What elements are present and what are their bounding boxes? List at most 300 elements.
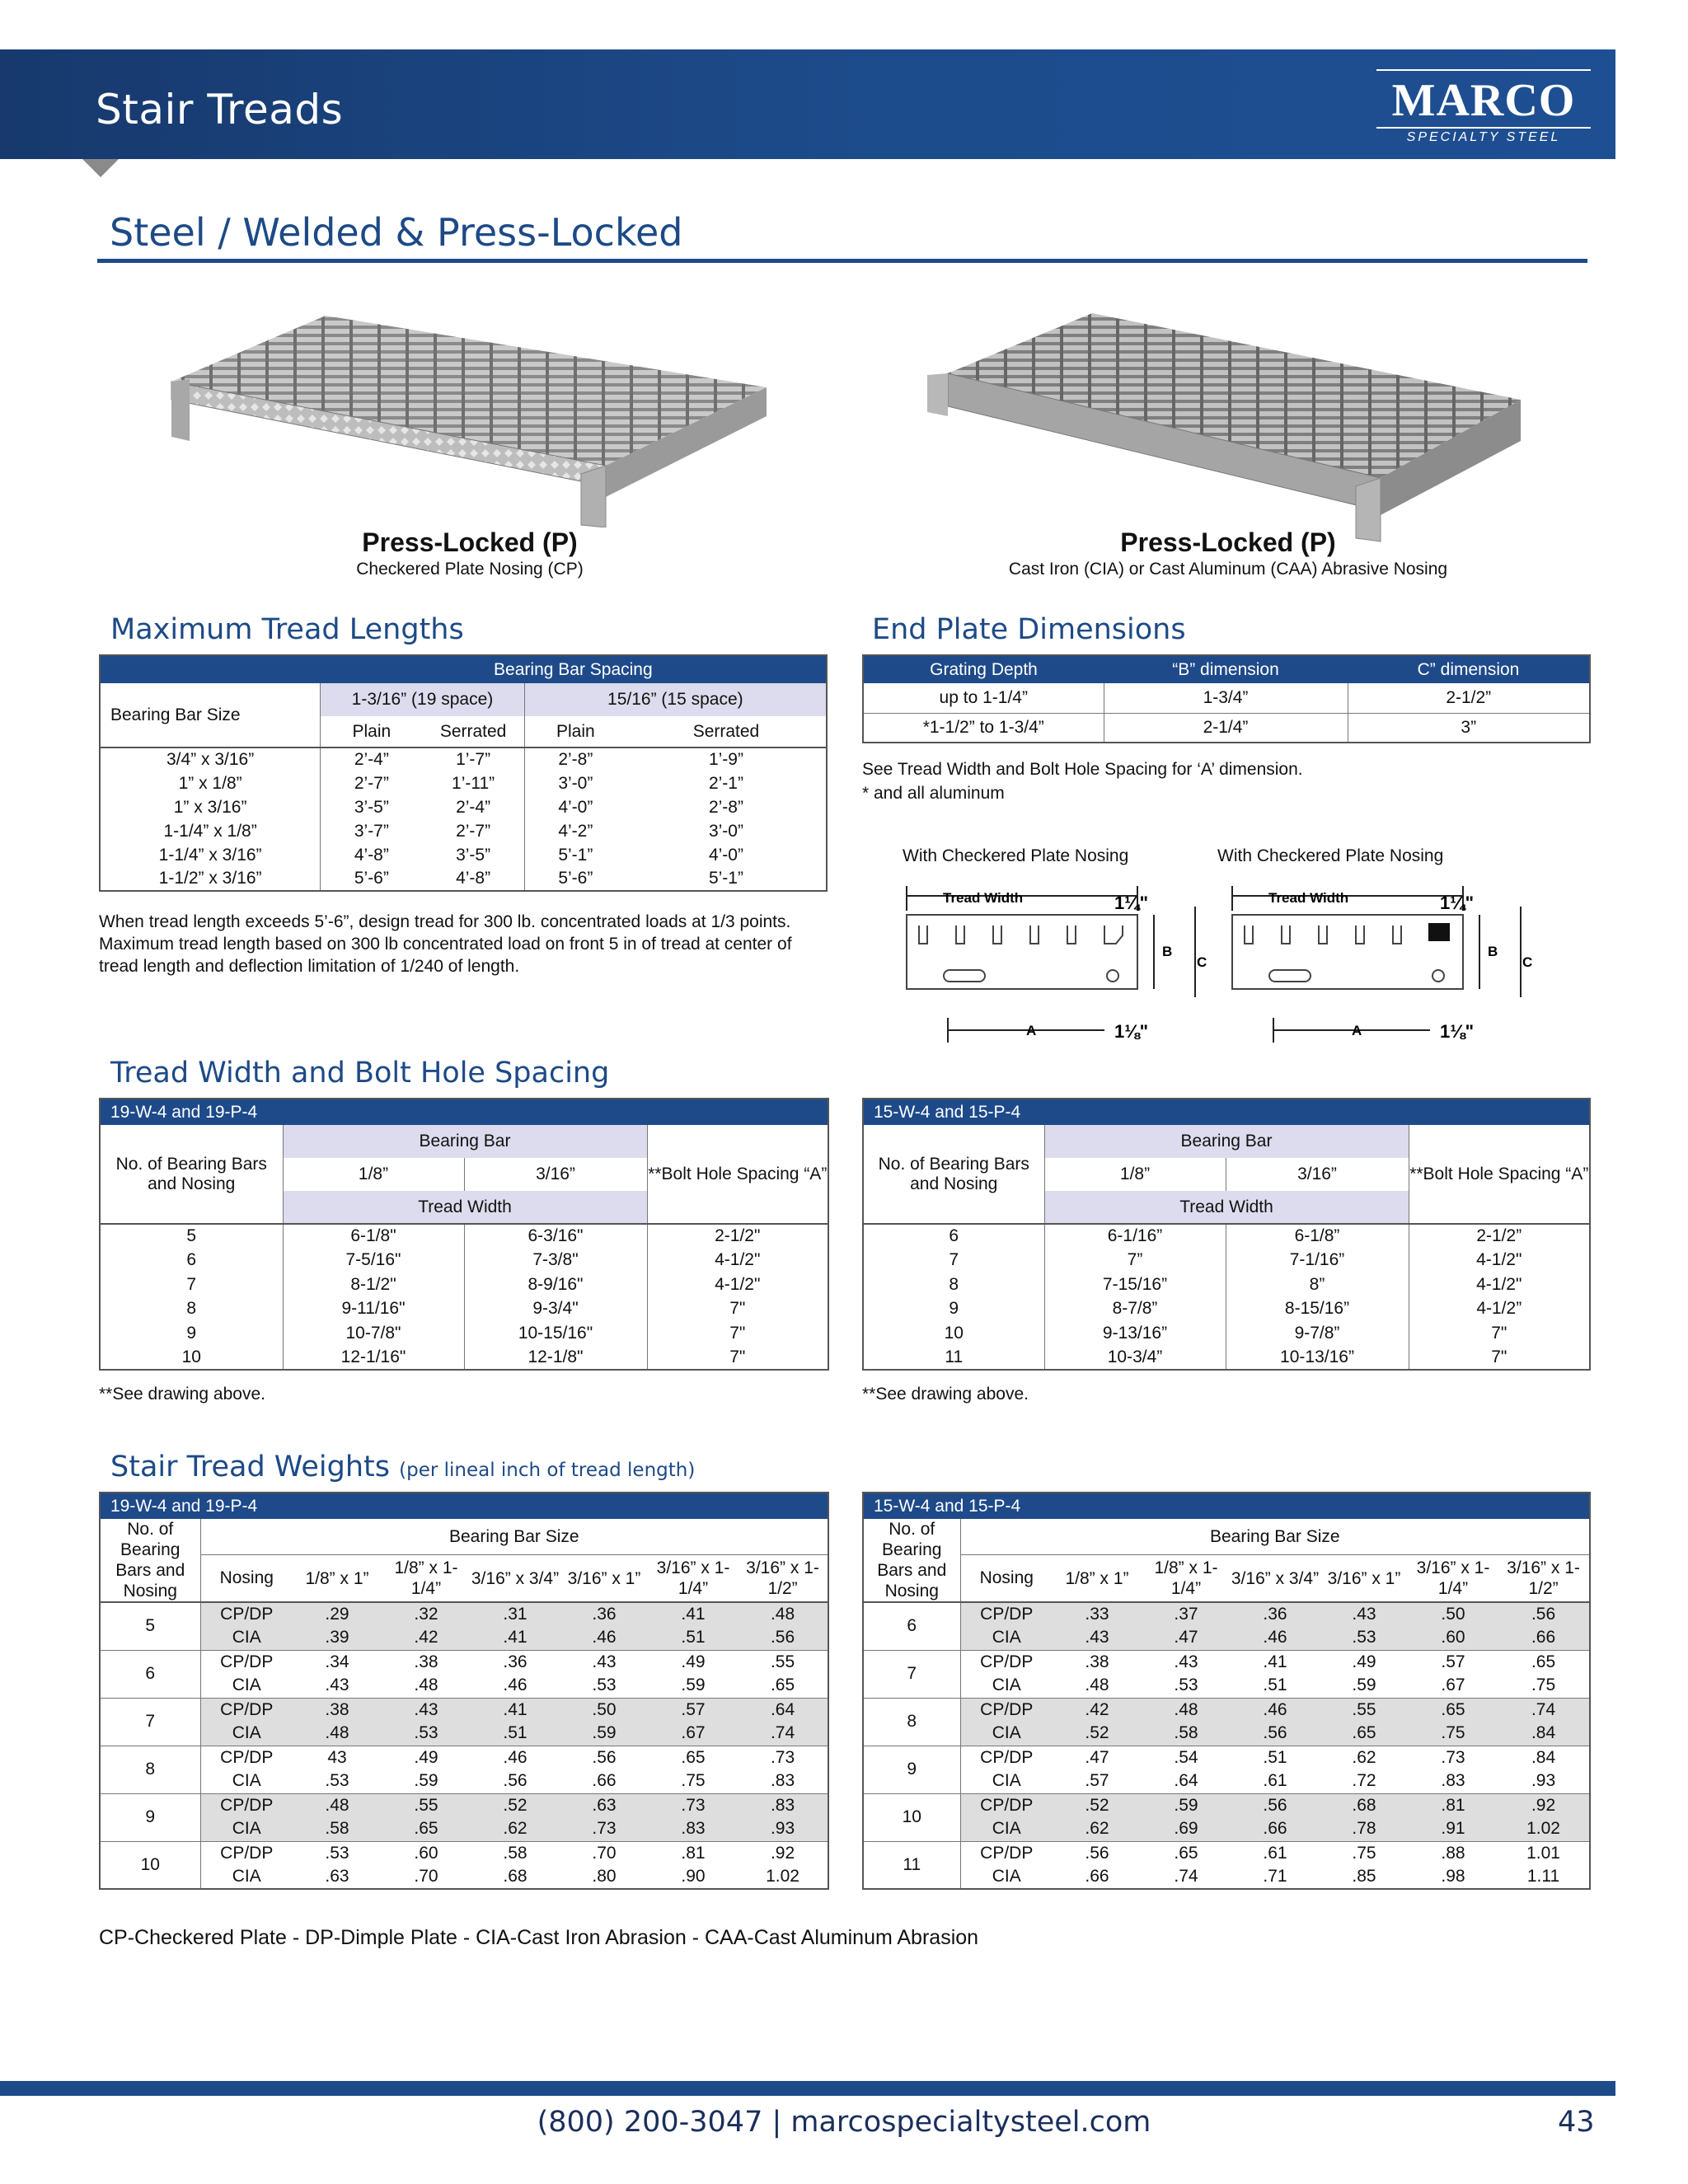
cell: .53 (592, 1675, 617, 1695)
cell: 1-3/4” (1104, 683, 1348, 713)
table-row (100, 1346, 828, 1371)
size-header: 3/16” x 1-1/4” (649, 1555, 738, 1602)
table-row (100, 1817, 828, 1841)
cell: .47 (1053, 1746, 1142, 1769)
cell: .64 (1174, 1771, 1198, 1791)
table-row (863, 1841, 1590, 1865)
table-row (100, 748, 827, 771)
cell: 12-1/16" (283, 1346, 464, 1371)
cell: 8 (863, 1698, 960, 1746)
cell: .43 (382, 1698, 471, 1722)
tread-width-label: Tread Width (943, 890, 1024, 906)
cell: .51 (1263, 1675, 1287, 1695)
cell: .74 (1498, 1698, 1590, 1722)
bearing-bar-spacing-label: Bearing Bar Spacing (321, 655, 827, 683)
cell: CP/DP (960, 1650, 1053, 1674)
table-row (100, 1746, 828, 1769)
weights-table-19 (99, 1492, 829, 1890)
cell: 9 (949, 1299, 959, 1319)
end-plate-drawing (898, 878, 1558, 1051)
cell: .65 (1498, 1650, 1590, 1674)
cell: 8-1/2" (283, 1272, 464, 1297)
cell: .36 (560, 1602, 649, 1626)
cell: 11 (945, 1347, 964, 1366)
cell: .90 (681, 1867, 706, 1886)
cell: .52 (1085, 1723, 1109, 1743)
table-row (100, 1626, 828, 1650)
table-row (863, 1650, 1590, 1674)
cell: CP/DP (200, 1650, 293, 1674)
cell: 3’-5” (321, 795, 423, 819)
bolt-heading: Tread Width and Bolt Hole Spacing (110, 1057, 610, 1090)
bolt-note-right: **See drawing above. (862, 1385, 1029, 1404)
cell: CIA (960, 1817, 1053, 1841)
cell: 3’-5” (456, 845, 491, 865)
size-header: 1/8” x 1” (1053, 1555, 1142, 1602)
serrated-label: Serrated (422, 716, 524, 748)
table-row (100, 1650, 828, 1674)
cell: .84 (1531, 1723, 1556, 1743)
cell: 8-9/16" (464, 1272, 647, 1297)
cell: .59 (414, 1771, 438, 1791)
cell: .48 (738, 1602, 828, 1626)
cell: 9-13/16” (1044, 1321, 1226, 1346)
cell: 3” (1348, 713, 1590, 743)
cell: .38 (382, 1650, 471, 1674)
plain-label: Plain (321, 716, 423, 748)
cell: 3’-0” (708, 821, 743, 841)
cell: .36 (471, 1650, 560, 1674)
drawing-label-right: With Checkered Plate Nosing (1217, 846, 1444, 865)
product-1-title: Press-Locked (P) (362, 527, 578, 557)
cell: .39 (325, 1628, 349, 1647)
bar-size-header: Bearing Bar Size (960, 1519, 1590, 1555)
cell: .50 (1409, 1602, 1498, 1626)
cell: .56 (1498, 1602, 1590, 1626)
cell: .53 (325, 1771, 349, 1791)
cell: 2’-8” (524, 748, 626, 771)
cell: 9-7/8” (1226, 1321, 1409, 1346)
no-of-bars-header: No. of Bearing Bars and Nosing (100, 1519, 200, 1602)
cell: CIA (200, 1626, 293, 1650)
no-of-bars-header: No. of Bearing Bars and Nosing (863, 1519, 960, 1602)
cell: .74 (770, 1723, 795, 1743)
cell: .41 (649, 1602, 738, 1626)
cell: .73 (1409, 1746, 1498, 1769)
cell: 1’-7” (456, 750, 491, 769)
cell: 7" (647, 1321, 828, 1346)
table-row (100, 1793, 828, 1817)
cell: .55 (738, 1650, 828, 1674)
page-header (0, 49, 1615, 159)
end-plate-drawing-right (1232, 886, 1532, 1043)
cell: 10-15/16" (464, 1321, 647, 1346)
cell: .53 (1174, 1675, 1198, 1695)
cell: CIA (200, 1817, 293, 1841)
size-header: 1/8” x 1-1/4” (382, 1555, 471, 1602)
cell: 1” x 1/8” (178, 773, 242, 793)
cell: .66 (1085, 1867, 1109, 1886)
cell: .41 (503, 1628, 528, 1647)
cell: 1.11 (1526, 1867, 1560, 1886)
cell: .43 (1142, 1650, 1231, 1674)
cell: CP/DP (960, 1746, 1053, 1769)
cell: 43 (293, 1746, 382, 1769)
cell: .48 (414, 1675, 438, 1695)
table-row (863, 1698, 1590, 1722)
table-row (100, 1722, 828, 1746)
cell: CIA (960, 1769, 1053, 1793)
cell: CIA (960, 1626, 1053, 1650)
nosing-header: Nosing (960, 1555, 1053, 1602)
table-row (100, 1224, 828, 1249)
cell: 7" (647, 1346, 828, 1371)
cell: 7-1/16” (1226, 1249, 1409, 1273)
cell: CP/DP (960, 1698, 1053, 1722)
cell: 1-1/4” x 3/16” (158, 845, 262, 865)
cell: .73 (592, 1819, 617, 1839)
cell: 4-1/2" (1409, 1249, 1590, 1273)
table-row (863, 713, 1590, 743)
cell: CIA (200, 1769, 293, 1793)
cell: 8” (1226, 1272, 1409, 1297)
size-header: 1/8” x 1-1/4” (1142, 1555, 1231, 1602)
cell: .80 (592, 1867, 617, 1886)
cell: .56 (1053, 1841, 1142, 1865)
cell: 7 (949, 1250, 959, 1270)
cell: .57 (1409, 1650, 1498, 1674)
table-title-bar: 15-W-4 and 15-P-4 (863, 1099, 1590, 1125)
cell: CP/DP (960, 1841, 1053, 1865)
cell: .93 (1531, 1771, 1556, 1791)
end-plate-note-2: * and all aluminum (862, 784, 1005, 803)
cell: .65 (1409, 1698, 1498, 1722)
cell: .85 (1352, 1867, 1376, 1886)
cell: 9-3/4" (464, 1297, 647, 1322)
table-row (863, 1722, 1590, 1746)
cell: .57 (649, 1698, 738, 1722)
table-row (863, 1602, 1590, 1626)
cell: .48 (1085, 1675, 1109, 1695)
cell: 2’-8” (708, 797, 743, 817)
section-rule (97, 259, 1587, 263)
cell: 4-1/2" (1409, 1272, 1590, 1297)
cell: 1-1/2” x 3/16” (158, 869, 262, 888)
cell: 6-1/8” (1226, 1224, 1409, 1249)
footer-bar (0, 2081, 1615, 2096)
cell: CP/DP (200, 1793, 293, 1817)
cell: 5’-1” (708, 869, 743, 888)
cell: .68 (503, 1867, 528, 1886)
logo-word: MARCO (1391, 75, 1576, 126)
cell: 9 (100, 1793, 200, 1841)
cell: .83 (738, 1793, 828, 1817)
table-row (100, 819, 827, 843)
bolt-table-19 (99, 1098, 829, 1371)
cell: 2’-7” (456, 821, 491, 841)
cell: 1” x 3/16” (173, 797, 247, 817)
tread-width-label: Tread Width (1268, 890, 1349, 906)
cell: .59 (592, 1723, 617, 1743)
cell: 8 (949, 1274, 959, 1294)
cell: .67 (1441, 1675, 1465, 1695)
cell: CP/DP (960, 1793, 1053, 1817)
cell: 9-11/16" (283, 1297, 464, 1322)
cell: .51 (503, 1723, 528, 1743)
cell: .51 (1231, 1746, 1320, 1769)
cell: .62 (503, 1819, 528, 1839)
cell: .66 (592, 1771, 617, 1791)
cell: .32 (382, 1602, 471, 1626)
cell: 12-1/8" (464, 1346, 647, 1371)
cell: 4-1/2" (647, 1272, 828, 1297)
cell: 7 (186, 1274, 197, 1294)
cell: 1’-9” (708, 750, 743, 769)
size-header: 3/16” x 1-1/2” (1498, 1555, 1590, 1602)
cell: .56 (1263, 1723, 1287, 1743)
cell: 9 (186, 1323, 197, 1343)
cell: 7 (100, 1698, 200, 1746)
table-row (863, 1321, 1590, 1346)
cell: .49 (382, 1746, 471, 1769)
size-header: 3/16” x 1” (1320, 1555, 1409, 1602)
marco-logo (1376, 69, 1591, 145)
size-header: 1/8” (283, 1158, 464, 1191)
cell: .63 (325, 1867, 349, 1886)
cell: .58 (1174, 1723, 1198, 1743)
cell: .41 (1231, 1650, 1320, 1674)
cell: .46 (592, 1628, 617, 1647)
cell: .42 (1053, 1698, 1142, 1722)
nosing-header: Nosing (200, 1555, 293, 1602)
product-2-subtitle: Cast Iron (CIA) or Cast Aluminum (CAA) Abrasive Nosing (1008, 560, 1448, 579)
cell: .91 (1441, 1819, 1465, 1839)
cell: 2-1/4” (1104, 713, 1348, 743)
cell: .53 (293, 1841, 382, 1865)
cell: .46 (1263, 1628, 1287, 1647)
table-row (100, 843, 827, 867)
cell: .74 (1174, 1867, 1198, 1886)
cell: 8-7/8” (1044, 1297, 1226, 1322)
table-row (100, 1865, 828, 1889)
table-row (863, 1249, 1590, 1273)
product-1-subtitle: Checkered Plate Nosing (CP) (356, 560, 584, 579)
cell: 8-15/16” (1226, 1297, 1409, 1322)
cell: 8 (100, 1746, 200, 1793)
cell: CIA (200, 1722, 293, 1746)
cell: .72 (1352, 1771, 1376, 1791)
table-row (100, 1841, 828, 1865)
bar-size-header: Bearing Bar Size (200, 1519, 828, 1555)
cell: CIA (960, 1722, 1053, 1746)
cell: 2’-7” (321, 771, 423, 795)
cell: .46 (1231, 1698, 1320, 1722)
b-label: B (1162, 944, 1173, 959)
cell: .48 (1142, 1698, 1231, 1722)
table-row (100, 1769, 828, 1793)
table-row (100, 795, 827, 819)
cell: CP/DP (200, 1698, 293, 1722)
cell: 1-1/4” x 1/8” (163, 821, 257, 841)
cell: .75 (1441, 1723, 1465, 1743)
table-row (100, 1249, 828, 1273)
size-header: 3/16” (1226, 1158, 1409, 1191)
weights-heading (110, 1451, 695, 1483)
table-row (100, 1674, 828, 1698)
cell: .73 (738, 1746, 828, 1769)
weights-heading-text: Stair Tread Weights (110, 1451, 390, 1483)
cell: 10-3/4” (1044, 1346, 1226, 1371)
size-header: 3/16” x 1” (560, 1555, 649, 1602)
cell: 6-1/8" (283, 1224, 464, 1249)
cell: .66 (1531, 1628, 1556, 1647)
cell: 10 (100, 1841, 200, 1889)
press-locked-cp-photo (157, 309, 783, 527)
cell: .93 (770, 1819, 795, 1839)
cell: 5 (100, 1602, 200, 1650)
b-dimension-header: “B” dimension (1104, 655, 1348, 683)
cell: 7" (1409, 1321, 1590, 1346)
size-header: 3/16” x 1-1/2” (738, 1555, 828, 1602)
cell: .56 (1231, 1793, 1320, 1817)
max-lengths-table (99, 654, 828, 892)
cell: .52 (471, 1793, 560, 1817)
table-row (863, 1297, 1590, 1322)
cell: .65 (414, 1819, 438, 1839)
footer-contact: (800) 200-3047 | marcospecialtysteel.com (537, 2106, 1151, 2139)
cell: 7 (863, 1650, 960, 1698)
cell: 3’-0” (524, 771, 626, 795)
cell: 4’-8” (456, 869, 491, 888)
cell: .34 (293, 1650, 382, 1674)
cell: .73 (649, 1793, 738, 1817)
cell: .53 (414, 1723, 438, 1743)
cell: .75 (1531, 1675, 1556, 1695)
cell: 4’-0” (708, 845, 743, 865)
cell: .84 (1498, 1746, 1590, 1769)
cell: .70 (560, 1841, 649, 1865)
cell: .60 (382, 1841, 471, 1865)
no-of-bars-header: No. of Bearing Bars and Nosing (100, 1125, 283, 1224)
cell: CIA (200, 1865, 293, 1889)
cell: .33 (1053, 1602, 1142, 1626)
cell: .56 (503, 1771, 528, 1791)
a-label: A (1352, 1023, 1362, 1038)
cell: .59 (681, 1675, 706, 1695)
cell: .60 (1441, 1628, 1465, 1647)
cell: .65 (1352, 1723, 1376, 1743)
header-notch (82, 159, 119, 177)
cell: .41 (471, 1698, 560, 1722)
table-row (863, 1817, 1590, 1841)
cell: .68 (1320, 1793, 1409, 1817)
cell: CIA (960, 1674, 1053, 1698)
end-plate-drawing-left (907, 886, 1207, 1043)
plain-label: Plain (524, 716, 626, 748)
press-locked-cia-photo (923, 309, 1533, 544)
table-title-bar: 19-W-4 and 19-P-4 (100, 1099, 828, 1125)
cell: 6 (863, 1602, 960, 1650)
cell: 5’-6” (524, 867, 626, 891)
cell: CP/DP (200, 1602, 293, 1626)
cell: 2’-4” (456, 797, 491, 817)
table-row (863, 1865, 1590, 1889)
cell: .43 (1320, 1602, 1409, 1626)
cell: .43 (1085, 1628, 1109, 1647)
b-label: B (1488, 944, 1498, 959)
spacing-15: 15/16” (15 space) (524, 683, 827, 716)
cell: CP/DP (200, 1841, 293, 1865)
page-title: Stair Treads (96, 86, 344, 134)
cell: CP/DP (960, 1602, 1053, 1626)
cell: .71 (1263, 1867, 1287, 1886)
cell: .37 (1142, 1602, 1231, 1626)
cell: 6 (949, 1226, 959, 1246)
cell: .78 (1352, 1819, 1376, 1839)
end-plate-note-1: See Tread Width and Bolt Hole Spacing for ‘A’ dimension. (862, 760, 1303, 779)
cell: .48 (325, 1723, 349, 1743)
cell: 10-7/8" (283, 1321, 464, 1346)
cell: 1.01 (1498, 1841, 1590, 1865)
table-row (863, 1769, 1590, 1793)
c-label: C (1522, 954, 1533, 970)
table-row (100, 1297, 828, 1322)
cell: .55 (1320, 1698, 1409, 1722)
cell: 7” (1044, 1249, 1226, 1273)
table-row (863, 1626, 1590, 1650)
cell: .43 (325, 1675, 349, 1695)
end-plate-table (862, 654, 1591, 743)
bar-size-label: Bearing Bar Size (100, 683, 321, 748)
cell: 3/4” x 3/16” (166, 750, 255, 769)
table-row (100, 771, 827, 795)
cell: .52 (1053, 1793, 1142, 1817)
cell: 1.02 (766, 1867, 799, 1886)
size-header: 1/8” (1044, 1158, 1226, 1191)
cell: .38 (293, 1698, 382, 1722)
cell: .47 (1174, 1628, 1198, 1647)
cell: .61 (1263, 1771, 1287, 1791)
cell: 2’-4” (321, 748, 423, 771)
cell: *1-1/2” to 1-3/4” (863, 713, 1104, 743)
cell: .75 (681, 1771, 706, 1791)
cell: 1.02 (1526, 1819, 1560, 1839)
cell: .56 (770, 1628, 795, 1647)
table-row (863, 1746, 1590, 1769)
cell: .92 (738, 1841, 828, 1865)
size-header: 3/16” x 1-1/4” (1409, 1555, 1498, 1602)
table-row (100, 1321, 828, 1346)
cell: .55 (382, 1793, 471, 1817)
table-title-bar: 15-W-4 and 15-P-4 (863, 1493, 1590, 1519)
cell: 4’-8” (321, 843, 423, 867)
cell: .49 (1320, 1650, 1409, 1674)
cell: .61 (1231, 1841, 1320, 1865)
size-header: 3/16” (464, 1158, 647, 1191)
max-lengths-note: When tread length exceeds 5’-6”, design tread for 300 lb. concentrated loads at 1/3 points. Maximum tread length based on 300 lb concentrated load on front 5 in of tread at center of tread length and deflection limitation of 1/240 of length. (99, 912, 792, 976)
cell: .65 (770, 1675, 795, 1695)
c-dimension-header: C” dimension (1348, 655, 1590, 683)
cell: 11 (863, 1841, 960, 1889)
cell: .75 (1320, 1841, 1409, 1865)
spacing-19: 1-3/16” (19 space) (321, 683, 524, 716)
cell: 7-5/16" (283, 1249, 464, 1273)
max-lengths-heading: Maximum Tread Lengths (110, 613, 464, 646)
a-label: A (1026, 1023, 1037, 1038)
table-row (863, 1346, 1590, 1371)
cell: 5’-1” (524, 843, 626, 867)
cell: 7-15/16” (1044, 1272, 1226, 1297)
